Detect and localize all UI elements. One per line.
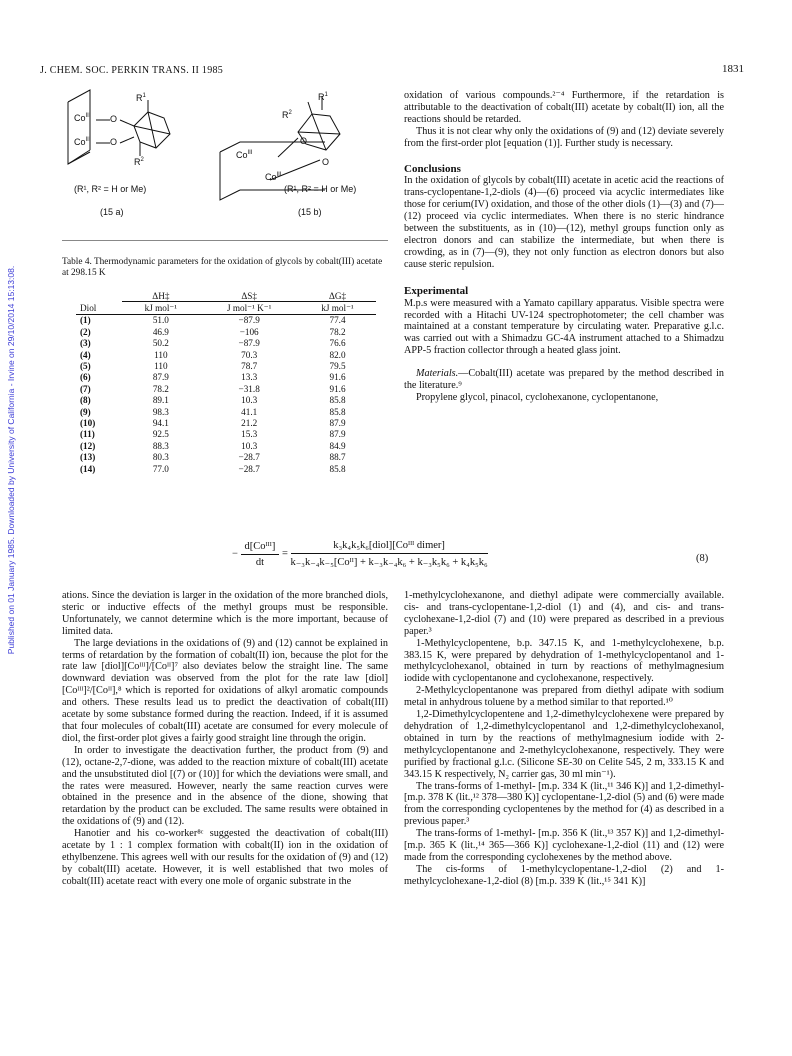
value-cell: 41.1 — [241, 406, 258, 417]
value-cell: 85.8 — [329, 406, 346, 417]
table-rule — [62, 240, 388, 241]
table-caption: Table 4. Thermodynamic parameters for the oxidation of glycols by cobalt(III) acetate at 298.15 K — [62, 257, 383, 278]
value-cell: 15.3 — [241, 429, 258, 440]
paragraph: oxidation of various compounds.²⁻⁴ Furthermore, if the retardation is attributable to the deactivation of cobalt(III) acetate by cobalt(II) ion, all the reactions should be retarded. — [404, 90, 724, 125]
co-label-3: $Co^{III}$ — [236, 150, 253, 160]
oxygen-label-2: O — [110, 137, 118, 147]
paragraph: In order to investigate the deactivation further, the product from (9) and (12), octane-2,7-dione, was added to the reaction mixture of cobalt(III) acetate and the unsubstituted diol [(7) or (10)] for which the deviations were small, and the rates were measured. However, nearly the same reaction curves were obtained in the presence and in the absence of the dione, showing that retardation by the product can be excluded. The same results were obtained in the oxidations of (9) and (12). — [62, 744, 388, 828]
table-row — [76, 383, 376, 394]
structure-a-substituents: (R¹, R² = H or Me) — [74, 184, 147, 194]
diol-cell: (7) — [80, 383, 91, 394]
eq-rhs-denominator: k₋₃k₋₄k₋₅[Coᴵᴵ] + k₋₃k₋₄k₆ + k₋₃k₅k₆ + k₄k₅k₆ — [290, 557, 488, 568]
journal-header: J. CHEM. SOC. PERKIN TRANS. II 1985 — [40, 65, 224, 76]
value-cell: 98.3 — [152, 406, 169, 417]
value-cell: 88.7 — [329, 452, 346, 463]
diol-cell: (8) — [80, 395, 91, 406]
materials-label: Materials. — [416, 368, 459, 380]
structure-a-label: (15 a) — [100, 207, 124, 217]
value-cell: −28.7 — [238, 463, 260, 474]
right-column-bottom — [404, 590, 724, 888]
diol-cell: (14) — [80, 463, 96, 474]
diol-cell: (6) — [80, 372, 91, 383]
eq-lhs-denominator: dt — [255, 556, 265, 568]
value-cell: 110 — [154, 361, 168, 372]
table-row — [76, 395, 376, 406]
diol-cell: (1) — [80, 315, 91, 326]
table-row — [76, 349, 376, 360]
oxygen-label-4: O — [322, 157, 330, 167]
value-cell: 110 — [154, 349, 168, 360]
r2-label-b: $R^2$ — [282, 110, 292, 120]
right-column-top — [404, 90, 724, 404]
value-cell: 91.6 — [329, 372, 346, 383]
value-cell: −31.8 — [238, 383, 260, 394]
oxygen-label-1: O — [110, 114, 118, 124]
table-row — [76, 463, 376, 474]
value-cell: 80.3 — [152, 452, 169, 463]
left-column-bottom — [62, 590, 388, 888]
eq-rhs-numerator: k₃k₄k₅k₆[diol][Coᴵᴵᴵ dimer] — [291, 540, 488, 554]
table-row — [76, 360, 376, 371]
value-cell: 85.8 — [329, 395, 346, 406]
equation-8: − $\frac{\text{d[Coᴵᴵᴵ]}}{dt}$ = $\frac{\text{k₃k₄k₅k₆[diol][Coᴵᴵᴵ dimer]}}{\text{k₋₃k₋₄k₋₅[Coᴵᴵ] + k₋₃k₋₄k₆ + k₋₃k₅k₆ + k₄k₅k₆}}$ — [232, 540, 488, 568]
value-cell: 10.3 — [241, 395, 258, 406]
value-cell: 13.3 — [241, 372, 258, 383]
header-dh: ΔH‡ — [152, 290, 170, 301]
paragraph: Propylene glycol, pinacol, cyclohexanone, cyclopentanone, — [416, 391, 659, 403]
value-cell: 77.0 — [152, 463, 169, 474]
diol-cell: (11) — [80, 429, 95, 440]
thermo-table — [76, 290, 376, 474]
value-cell: 10.3 — [241, 440, 258, 451]
download-watermark — [2, 180, 20, 740]
value-cell: −87.9 — [238, 338, 260, 349]
table-row — [76, 314, 376, 326]
value-cell: 94.1 — [152, 417, 169, 428]
diol-cell: (3) — [80, 338, 91, 349]
download-watermark-text: Published on 01 January 1985. Downloaded by University of California - Irvine on 29/10/2014 15:13:08. — [6, 265, 16, 655]
value-cell: −87.9 — [238, 315, 260, 326]
r2-label-a: $R^2$ — [134, 157, 144, 167]
value-cell: 21.2 — [241, 417, 258, 428]
units-dg: kJ mol⁻¹ — [299, 302, 376, 314]
value-cell: 87.9 — [329, 429, 346, 440]
experimental-heading: Experimental — [404, 284, 469, 297]
value-cell: 87.9 — [152, 372, 169, 383]
header-ds: ΔS‡ — [241, 290, 257, 301]
value-cell: 79.5 — [329, 361, 346, 372]
paragraph: 1-methylcyclohexanone, and diethyl adipate were commercially available. cis- and trans-cyclopentane-1,2-diol (1) and (4), and cis- and trans-cyclohexane-1,2-diol (7) and (10) were prepared as described in a previous paper.³ — [404, 590, 724, 637]
conclusions-paragraph: In the oxidation of glycols by cobalt(III) acetate in acetic acid the reactions of trans-cyclopentane-1,2-diols (4)—(6) proceed via acyclic intermediates like those for cerium(IV) oxidation, and those of the other diols (1)—(3) and (7)—(12) proceed via cyclic intermediates. When there is no steric hindrance between the substituents, as in (10)—(12), methyl groups function only as electron donors and can stabilize the intermediate, but when there is crowding, as in (7)—(9), they not only function as electron donors but also cause steric repulsion. — [404, 175, 724, 270]
table-row — [76, 338, 376, 349]
diol-cell: (13) — [80, 452, 96, 463]
co-label-4: $Co^{III}$ — [265, 172, 282, 182]
table-row — [76, 326, 376, 337]
paragraph: ations. Since the deviation is larger in the oxidation of the more branched diols, steric or inductive effects of the methyl groups must be responsible. Unfortunately, we cannot determine which is the more important, because of limited data. — [62, 590, 388, 637]
diol-cell: (9) — [80, 406, 91, 417]
value-cell: 51.0 — [152, 315, 169, 326]
paragraph: 1-Methylcyclopentene, b.p. 347.15 K, and 1-methylcyclohexene, b.p. 383.15 K, were prepared by dehydration of 1-methylcyclopentanol and 1-methylcyclohexanol, obtained in turn by reactions of methylmagnesium iodide with cyclopentanone and cyclohexanone, respectively. — [404, 637, 724, 685]
value-cell: 82.0 — [329, 349, 346, 360]
paragraph: The trans-forms of 1-methyl- [m.p. 356 K (lit.,¹³ 357 K)] and 1,2-dimethyl- [m.p. 365 K (lit.,¹⁴ 365—366 K)] cyclohexane-1,2-diol (11) and (12) were made from the corresponding cyclohexenes by the method above. — [404, 828, 724, 863]
diol-cell: (4) — [80, 349, 91, 360]
structure-diagram-15 — [60, 82, 400, 222]
value-cell: 77.4 — [329, 315, 346, 326]
value-cell: −106 — [239, 326, 259, 337]
equation-number: (8) — [696, 553, 709, 564]
value-cell: 88.3 — [152, 440, 169, 451]
header-dg: ΔG‡ — [328, 290, 347, 301]
diol-cell: (2) — [80, 326, 91, 337]
units-ds: J mol⁻¹ K⁻¹ — [199, 302, 299, 314]
value-cell: 78.7 — [241, 361, 258, 372]
value-cell: −28.7 — [238, 452, 260, 463]
paragraph: The large deviations in the oxidations of (9) and (12) cannot be explained in terms of retardation by the formation of cobalt(II) ion, because the plot for the rate law [diol][Coᴵᴵᴵ]/[Coᴵᴵ]⁷ also deviates below the straight line. The same downward deviation was observed from the plot for the rate law [diol][Coᴵᴵᴵ]²/[Coᴵᴵ],⁸ which is reported for oxidations of alkyl aromatic compounds and others. These results lead us to predict the deactivation of cobalt(III) acetate by some substance formed during the reaction. Indeed, if it is assumed that four molecules of cobalt(III) acetate are consumed for every molecule of diol, the first-order plot gives a fairly good straight line through the origin. — [62, 637, 388, 744]
paragraph: 2-Methylcyclopentanone was prepared from diethyl adipate with sodium metal in anhydrous toluene by a method similar to that reported.¹⁰ — [404, 685, 724, 709]
r1-label-b: $R^1$ — [318, 92, 328, 102]
paragraph: Thus it is not clear why only the oxidations of (9) and (12) deviate severely from the first-order plot [equation (1)]. Further study is necessary. — [404, 125, 724, 149]
conclusions-heading: Conclusions — [404, 162, 461, 175]
table-header-row — [76, 290, 376, 302]
table-row — [76, 440, 376, 451]
value-cell: 89.1 — [152, 395, 169, 406]
paragraph: The trans-forms of 1-methyl- [m.p. 334 K (lit.,¹¹ 346 K)] and 1,2-dimethyl- [m.p. 378 K (lit.,¹² 378—380 K)] cyclopentane-1,2-diol (5) and (6) were made from the corresponding cyclopentenes by the method for (4) as described in a previous paper.³ — [404, 780, 724, 828]
co-label-1: $Co^{III}$ — [74, 113, 91, 123]
page-number: 1831 — [722, 63, 744, 75]
diol-cell: (12) — [80, 440, 96, 451]
value-cell: 87.9 — [329, 417, 346, 428]
co-label-2: $Co^{III}$ — [74, 137, 91, 147]
value-cell: 76.6 — [329, 338, 346, 349]
value-cell: 78.2 — [152, 383, 169, 394]
units-dh: kJ mol⁻¹ — [122, 302, 199, 314]
value-cell: 70.3 — [241, 349, 258, 360]
value-cell: 91.6 — [329, 383, 346, 394]
structure-b-label: (15 b) — [298, 207, 322, 217]
oxygen-label-3: O — [300, 136, 308, 146]
r1-label-a: $R^1$ — [136, 93, 146, 103]
paragraph: 1,2-Dimethylcyclopentene and 1,2-dimethylcyclohexene were prepared by dehydration of 1,2-dimethylcyclopentanol and 1,2-dimethylcyclohexanol, obtained in turn by the reactions of methylmagnesium iodide with 2-methylcyclopentanone and 2-methylcyclohexanone, respectively. They were purified by fractional g.l.c. (Silicone SE-30 on Celite 545, 2 m, 333.15 K and 343.15 K respectively, N₂ carrier gas, 30 ml min⁻¹). — [404, 709, 724, 780]
diol-cell: (5) — [80, 361, 91, 372]
table-row — [76, 406, 376, 417]
table-row — [76, 417, 376, 428]
materials-text: —Cobalt(III) acetate was prepared by the method described in the literature.⁹ — [404, 368, 724, 392]
value-cell: 46.9 — [152, 326, 169, 337]
value-cell: 92.5 — [152, 429, 169, 440]
units-diol: Diol — [80, 302, 97, 313]
value-cell: 78.2 — [329, 326, 346, 337]
paragraph: The cis-forms of 1-methylcyclopentane-1,2-diol (2) and 1-methylcyclohexane-1,2-diol (8) [m.p. 339 K (lit.,¹⁵ 341 K)] — [404, 863, 724, 887]
paragraph: Hanotier and his co-worker⁸ᶜ suggested the deactivation of cobalt(III) acetate by 1 : 1 complex formation with cobalt(II) ion in the oxidation of ethylbenzene. This agrees well with our results for the oxidation of (9) and (12) by cobalt(III) acetate. However, it is well established that two moles of cobalt(III) acetate react with every one mole of organic substrate in the — [62, 828, 388, 887]
eq-lhs-numerator: d[Coᴵᴵᴵ] — [241, 541, 280, 555]
value-cell: 85.8 — [329, 463, 346, 474]
table-units-row — [76, 302, 376, 314]
diol-cell: (10) — [80, 417, 96, 428]
structure-b-substituents: (R¹, R² = H or Me) — [284, 184, 357, 194]
experimental-paragraph: M.p.s were measured with a Yamato capillary apparatus. Visible spectra were recorded with a Hitachi UV-124 spectrophotometer; the cell chamber was maintained at a constant temperature by circulating water. Preparative g.l.c. was carried out with a Shimadzu GC-4A instrument attached to a Shimadzu APP-5 fraction collector through a heated glass joint. — [404, 297, 724, 357]
table-row — [76, 429, 376, 440]
table-row — [76, 451, 376, 462]
table-row — [76, 372, 376, 383]
value-cell: 50.2 — [152, 338, 169, 349]
value-cell: 84.9 — [329, 440, 346, 451]
